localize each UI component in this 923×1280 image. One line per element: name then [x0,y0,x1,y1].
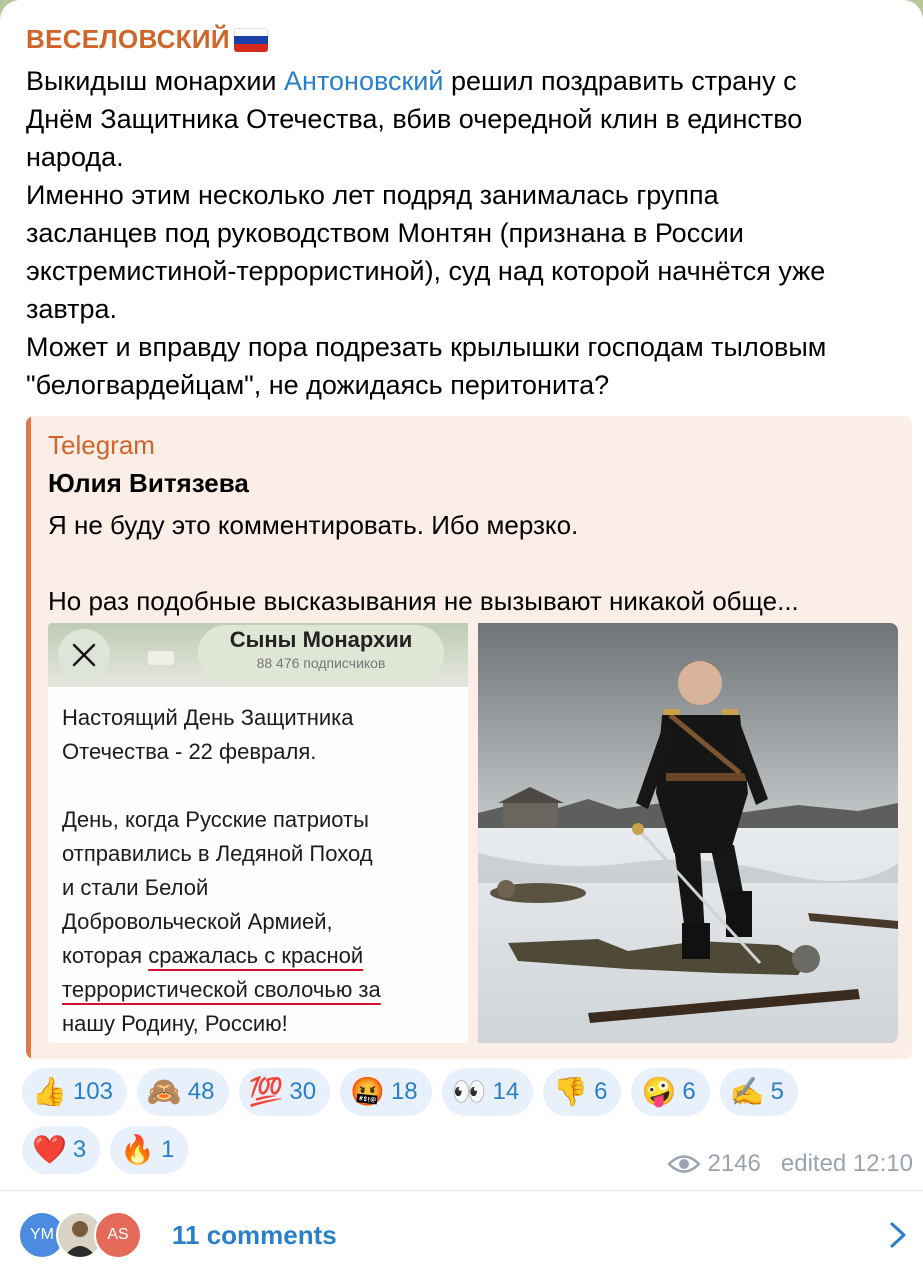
edited-time: edited 12:10 [780,1150,913,1177]
forward-line: Я не буду это комментировать. Ибо мерзко. [48,510,579,540]
reaction-count: 5 [770,1078,784,1105]
cursing-face-icon: 🤬 [350,1076,385,1107]
forward-source: Telegram [48,430,155,460]
post-line: экстремистиной-террористиной), суд над которой начнётся уже [26,256,826,286]
channel-name[interactable] [26,24,268,55]
writing-hand-icon: ✍️ [729,1076,765,1107]
post-line: Именно этим несколько лет подряд занималась группа [26,180,719,210]
screenshot-line: Настоящий День Защитника [62,705,354,730]
avatar-initials: YM [30,1226,54,1243]
reaction-count: 3 [72,1136,87,1163]
channel-name-label: ВЕСЕЛОВСКИЙ [26,24,230,54]
screenshot-line: и стали Белой [62,875,209,900]
post-line: народа. [26,142,124,172]
post-line: решил поздравить страну с [443,66,797,96]
view-count: 2146 [707,1150,761,1177]
reaction-count: 1 [161,1136,175,1163]
avatar [94,1211,142,1259]
screenshot-line: которая [62,943,149,968]
post-line: засланцев под руководством Монтян (признана в России [26,218,744,248]
screenshot-line: нашу Родину, Россию! [62,1011,288,1036]
reaction-heart[interactable] [22,1126,100,1174]
reaction-thumbs-down[interactable] [543,1068,621,1116]
zany-face-icon: 🤪 [641,1076,677,1107]
thumbs-up-icon: 👍 [32,1076,67,1107]
post-line: завтра. [26,294,118,324]
officer-photo-illustration [478,623,898,1043]
eyes-icon: 👀 [451,1076,487,1107]
screenshot-line: Отечества - 22 февраля. [62,739,317,764]
post-text [26,62,906,404]
reaction-count: 48 [187,1078,215,1105]
russian-flag-icon [234,28,268,52]
hundred-icon: 💯 [248,1076,284,1107]
screenshot-channel-title: Сыны Монархии [229,627,413,652]
reaction-hundred[interactable] [239,1068,331,1116]
reaction-zany-face[interactable] [631,1068,709,1116]
mention-link[interactable]: Антоновский [284,66,444,96]
forwarded-quote[interactable] [26,416,912,1059]
reaction-count: 18 [390,1078,418,1105]
screenshot-line: отправились в Ледяной Поход [62,841,373,866]
reaction-cursing-face[interactable] [340,1068,432,1116]
close-icon [58,629,110,681]
reaction-count: 103 [72,1078,113,1105]
heart-icon: ❤️ [32,1134,67,1165]
post-line: "белогвардейцам", не дожидаясь перитонита? [26,370,610,400]
forward-author[interactable]: Юлия Витязева [48,468,249,498]
comments-label: 11 comments [172,1219,337,1250]
screenshot-subscribers: 88 476 подписчиков [256,655,386,671]
screenshot-body [62,701,462,1041]
see-no-evil-icon: 🙈 [146,1076,182,1107]
eye-icon [667,1153,701,1175]
reaction-thumbs-up[interactable] [22,1068,127,1116]
quote-accent-bar [26,416,31,1059]
reaction-see-no-evil[interactable] [137,1068,229,1116]
chevron-right-icon [888,1220,908,1250]
officer-photo[interactable] [478,623,898,1043]
decor-shape [148,651,174,665]
message-meta [667,1150,913,1178]
post-line: Днём Защитника Отечества, вбив очередной клин в единство [26,104,803,134]
forward-text [48,506,908,620]
screenshot-line: Добровольческой Армией, [62,909,333,934]
screenshot-image[interactable] [48,623,468,1043]
screenshot-channel-pill [198,625,444,681]
underlined-phrase: террористической сволочью за [62,977,381,1002]
reactions-row [22,1068,902,1116]
reaction-writing-hand[interactable] [720,1068,798,1116]
reaction-fire[interactable] [110,1126,188,1174]
forward-line: Но раз подобные высказывания не вызывают никакой обще... [48,586,799,616]
divider [0,1190,923,1191]
reaction-eyes[interactable] [442,1068,534,1116]
comments-button[interactable] [18,1205,908,1265]
post-line: Выкидыш монархии [26,66,285,96]
reaction-count: 6 [682,1078,696,1105]
post-line: Может и вправду пора подрезать крылышки господам тыловым [26,332,827,362]
fire-icon: 🔥 [120,1134,156,1165]
reaction-count: 14 [492,1078,520,1105]
thumbs-down-icon: 👎 [553,1076,589,1107]
reaction-count: 6 [594,1078,608,1105]
avatar-initials: AS [107,1226,129,1243]
screenshot-line: День, когда Русские патриоты [62,807,369,832]
underlined-phrase: сражалась с красной [148,943,364,968]
reaction-count: 30 [289,1078,317,1105]
